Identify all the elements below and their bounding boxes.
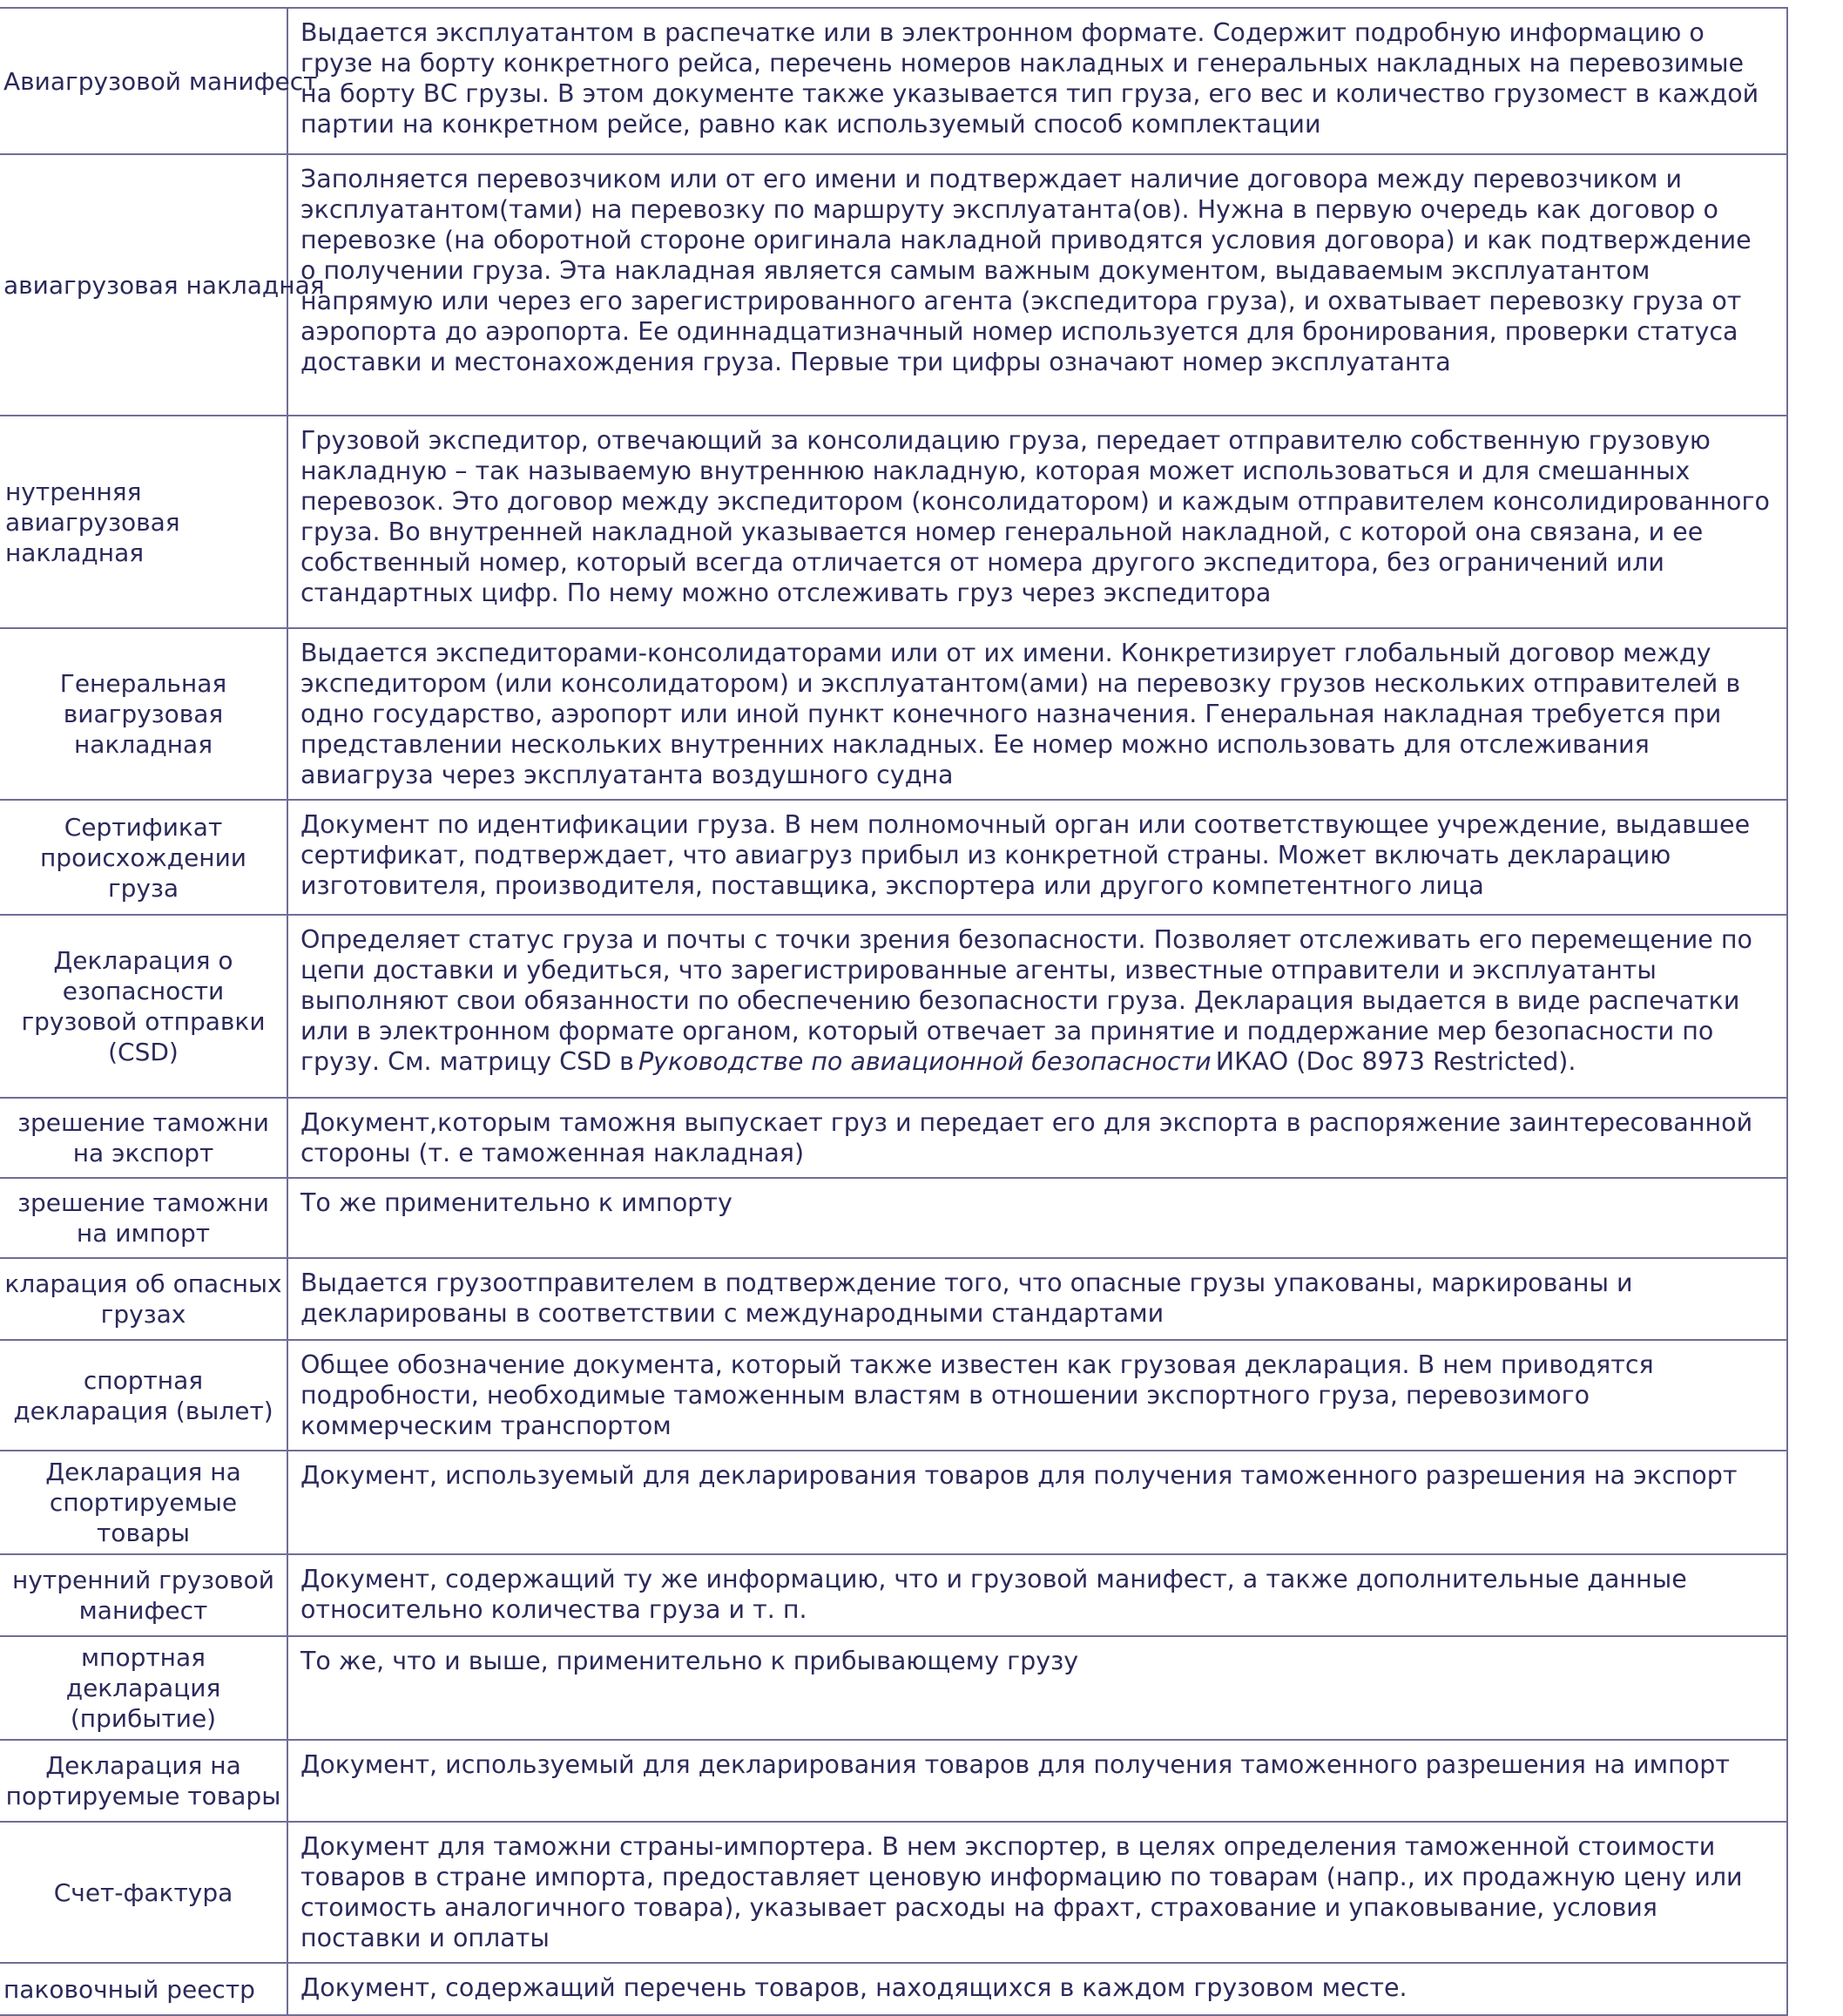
table-row: [0, 1098, 1787, 1178]
table-row: [0, 1340, 1787, 1451]
term-cell: [0, 154, 325, 416]
term-text: авиагрузовая накладная: [3, 270, 325, 300]
table-row: [0, 1963, 1787, 2015]
table-row: [0, 416, 1787, 628]
description-cell: [287, 416, 1787, 628]
table-row: [0, 1451, 1787, 1554]
term-text: Генеральная виагрузовая накладная: [59, 669, 227, 759]
description-text: Документ,которым таможня выпускает груз и передает его для экспорта в распоряжение заинтересованной стороны (т. е таможенная накладная): [300, 1108, 1753, 1167]
description-text: Заполняется перевозчиком или от его имени и подтверждает наличие договора между перевозчиком и эксплуатантом(тами) на перевозку по маршруту эксплуатанта(ов). Нужна в первую очередь как договор о перевозке (на оборотной стороне оригинала накладной приводятся условия договора) и как подтверждение о получении груза. Эта накладная является самым важным документом, выдаваемым эксплуатантом напрямую или через его зарегистрированного агента (экспедитора груза), и охватывает перевозку груза от аэропорта до аэропорта. Ее одиннадцатизначный номер используется для бронирования, проверки статуса доставки и местонахождения груза. Первые три цифры означают номер эксплуатанта: [300, 165, 1752, 376]
description-cell: [287, 1098, 1787, 1178]
term-text: Авиагрузовой манифест: [3, 66, 318, 96]
term-cell: [0, 1740, 287, 1822]
term-cell: [0, 1340, 287, 1451]
description-cell: [287, 915, 1787, 1098]
term-text: кларация об опасных грузах: [4, 1269, 282, 1329]
description-cell: [287, 1451, 1787, 1554]
table-row: [0, 1740, 1787, 1822]
table-row: [0, 628, 1787, 800]
description-text: Выдается грузоотправителем в подтверждение того, что опасные грузы упакованы, маркированы и декларированы в соответствии с международными стандартами: [300, 1268, 1633, 1328]
description-cell: [287, 628, 1787, 800]
term-text: мпортная декларация (прибытие): [65, 1643, 221, 1733]
term-cell: [0, 1098, 287, 1178]
description-tail: ИКАО (Doc 8973 Restricted).: [1215, 1047, 1576, 1076]
description-text: То же, что и выше, применительно к прибывающему грузу: [300, 1647, 1079, 1675]
description-cell: [287, 1963, 1787, 2015]
description-text: Документ по идентификации груза. В нем полномочный орган или соответствующее учреждение, выдавшее сертификат, подтверждает, что авиагруз прибыл из конкретной страны. Может включать декларацию изготовителя, производителя, поставщика, экспортера или другого компетентного лица: [300, 810, 1751, 900]
table-row: [0, 154, 1787, 416]
term-cell: [0, 1451, 287, 1554]
description-cell: [287, 154, 1787, 416]
term-cell: [0, 800, 287, 915]
description-cell: [287, 1178, 1787, 1258]
description-text: Грузовой экспедитор, отвечающий за консолидацию груза, передает отправителю собственную грузовую накладную – так называемую внутреннюю накладную, которая может использоваться и для смешанных перевозок. Это договор между экспедитором (консолидатором) и каждым отправителем консолидированного груза. Во внутренней накладной указывается номер генеральной накладной, с которой она связана, и ее собственный номер, который всегда отличается от номера другого экспедитора, без ограничений или стандартных цифр. По нему можно отслеживать груз через экспедитора: [300, 426, 1770, 607]
term-cell: [0, 915, 287, 1098]
term-text: Декларация на спортируемые товары: [45, 1458, 241, 1547]
table-row: [0, 8, 1787, 154]
term-cell: [0, 1554, 287, 1636]
term-text: нутренний грузовой манифест: [12, 1566, 274, 1625]
manual-title-italic: Руководстве по авиационной безопасности: [638, 1047, 1212, 1076]
description-text: Документ, используемый для декларирования товаров для получения таможенного разрешения на импорт: [300, 1750, 1730, 1779]
description-text: Выдается эксплуатантом в распечатке или в электронном формате. Содержит подробную информацию о грузе на борту конкретного рейса, перечень номеров накладных и генеральных накладных на перевозимые на борту ВС грузы. В этом документе также указывается тип груза, его вес и количество грузомест в каждой партии на конкретном рейсе, равно как используемый способ комплектации: [300, 18, 1759, 139]
table-row: [0, 1636, 1787, 1740]
term-cell: [0, 628, 287, 800]
term-text: зрешение таможни на экспорт: [17, 1108, 269, 1167]
description-cell: [287, 1740, 1787, 1822]
term-cell: [0, 416, 287, 628]
term-cell: [0, 1822, 287, 1963]
table-row: [0, 1178, 1787, 1258]
term-text: нутренняя авиагрузовая накладная: [5, 477, 180, 567]
description-text: Документ для таможни страны-импортера. В нем экспортер, в целях определения таможенной стоимости товаров в стране импорта, предоставляет ценовую информацию по товарам (напр., их продажную цену или стоимость аналогичного товара), указывает расходы на фрахт, страхование и упаковывание, условия поставки и оплаты: [300, 1832, 1743, 1952]
term-text: спортная декларация (вылет): [13, 1365, 273, 1425]
term-text: зрешение таможни на импорт: [17, 1188, 269, 1248]
table-row: [0, 1258, 1787, 1340]
term-text: Счет-фактура: [53, 1877, 233, 1907]
term-text: паковочный реестр: [3, 1974, 255, 2004]
description-cell: [287, 1822, 1787, 1963]
description-text: Документ, содержащий ту же информацию, что и грузовой манифест, а также дополнительные данные относительно количества груза и т. п.: [300, 1565, 1687, 1624]
term-cell: [0, 1258, 287, 1340]
description-text: Определяет статус груза и почты с точки зрения безопасности. Позволяет отслеживать его перемещение по цепи доставки и убедиться, что зарегистрированные агенты, известные отправители и эксплуатанты выполняют свои обязанности по обеспечению безопасности груза. Декларация выдается в виде распечатки или в электронном формате органом, который отвечает за принятие и поддержание мер безопасности по грузу. См. матрицу CSD в: [300, 925, 1752, 1076]
description-text: Документ, используемый для декларирования товаров для получения таможенного разрешения на экспорт: [300, 1461, 1738, 1490]
description-text: Общее обозначение документа, который также известен как грузовая декларация. В нем приводятся подробности, необходимые таможенным властям в отношении экспортного груза, перевозимого коммерческим транспортом: [300, 1350, 1654, 1440]
term-cell: [0, 1178, 287, 1258]
term-cell: [0, 8, 318, 154]
description-cell: [287, 1258, 1787, 1340]
description-text: Выдается экспедиторами-консолидаторами или от их имени. Конкретизирует глобальный договор между экспедитором (или консолидатором) и эксплуатантом(ами) на перевозку грузов нескольких отправителей в одно государство, аэропорт или иной пункт конечного назначения. Генеральная накладная требуется при представлении нескольких внутренних накладных. Ее номер можно использовать для отслеживания авиагруза через эксплуатанта воздушного судна: [300, 639, 1741, 789]
term-text: Декларация о езопасности грузовой отправки (CSD): [21, 946, 266, 1066]
description-cell: [287, 8, 1787, 154]
term-text: Декларация на портируемые товары: [5, 1751, 281, 1810]
description-cell: [287, 1340, 1787, 1451]
table-row: [0, 915, 1787, 1098]
cargo-documents-table: [0, 7, 1788, 2016]
term-text: Сертификат происхождении груза: [39, 812, 246, 903]
description-cell: [287, 1636, 1787, 1740]
description-cell: [287, 800, 1787, 915]
description-text: То же применительно к импорту: [300, 1188, 732, 1217]
table-row: [0, 1822, 1787, 1963]
table-row: [0, 1554, 1787, 1636]
description-text: Документ, содержащий перечень товаров, находящихся в каждом грузовом месте.: [300, 1973, 1408, 2002]
term-cell: [0, 1636, 287, 1740]
description-cell: [287, 1554, 1787, 1636]
table-row: [0, 800, 1787, 915]
term-cell: [0, 1963, 287, 2015]
